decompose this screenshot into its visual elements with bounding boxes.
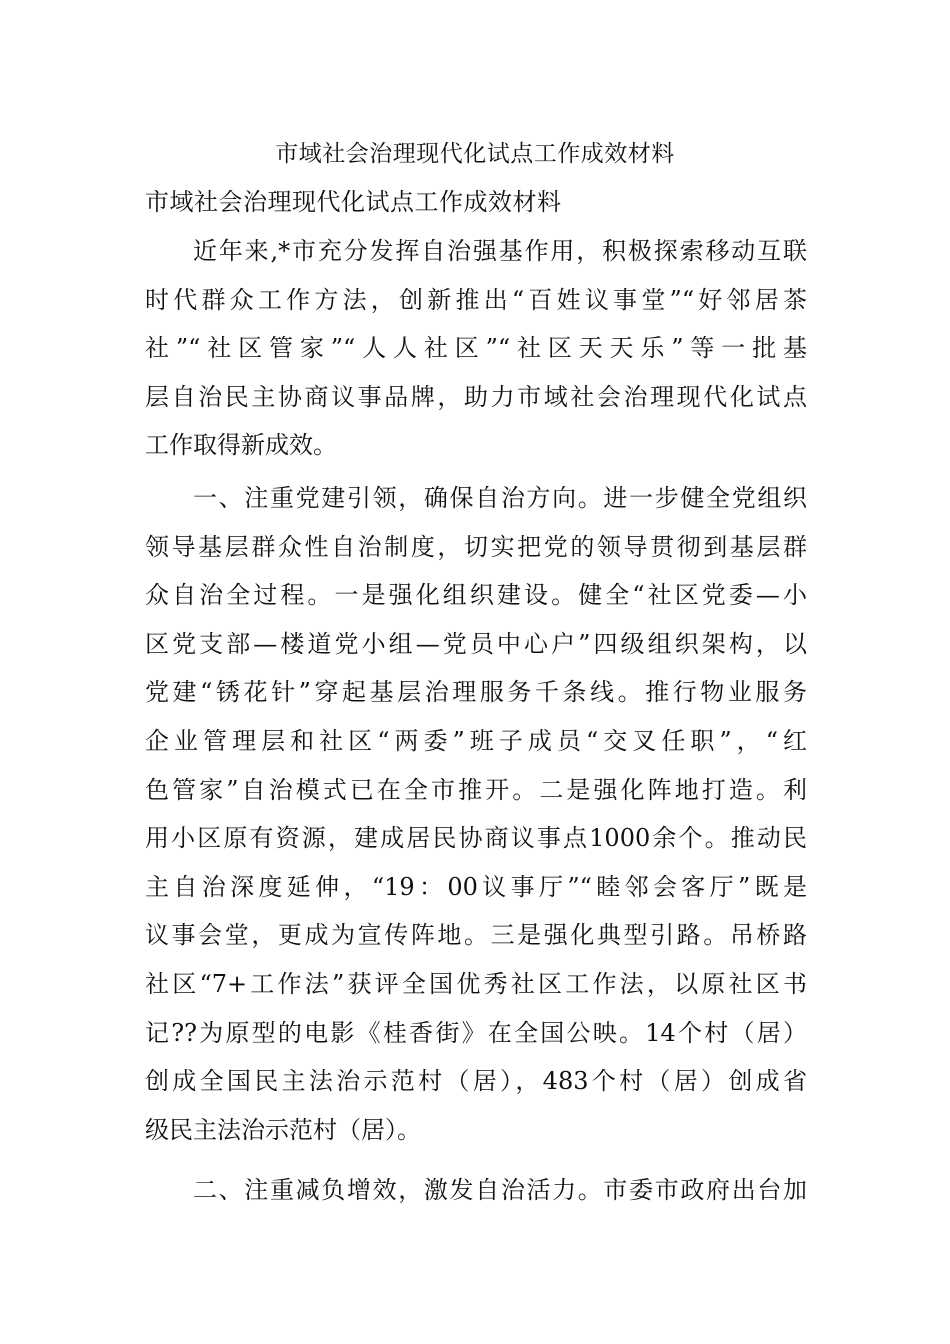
paragraph-line: 社区“7+工作法”获评全国优秀社区工作法，以原社区书 (145, 969, 807, 998)
document-subtitle: 市域社会治理现代化试点工作成效材料 (145, 188, 562, 216)
paragraph-line: 用小区原有资源，建成居民协商议事点1000余个。推动民 (145, 824, 807, 853)
paragraph-line: 二、注重减负增效，激发自治活力。市委市政府出台加 (193, 1176, 807, 1204)
paragraph-line: 区党支部—楼道党小组—党员中心户”四级组织架构，以 (145, 629, 807, 658)
paragraph-line: 工作取得新成效。 (145, 431, 337, 460)
paragraph-line: 一、注重党建引领，确保自治方向。进一步健全党组织 (193, 484, 807, 512)
paragraph-line: 企业管理层和社区“两委”班子成员“交叉任职”，“红 (145, 726, 807, 755)
paragraph-line: 创成全国民主法治示范村（居），483个村（居）创成省 (145, 1067, 807, 1096)
paragraph-line: 党建“锈花针”穿起基层治理服务千条线。推行物业服务 (145, 678, 807, 707)
paragraph-line: 众自治全过程。一是强化组织建设。健全“社区党委—小 (145, 581, 807, 610)
paragraph-intro (145, 227, 807, 470)
document-title: 市域社会治理现代化试点工作成效材料 (275, 141, 675, 167)
paragraph-line: 近年来,*市充分发挥自治强基作用，积极探索移动互联 (193, 237, 807, 265)
paragraph-line: 议事会堂，更成为宣传阵地。三是强化典型引路。吊桥路 (145, 921, 807, 950)
paragraph-line: 时代群众工作方法，创新推出“百姓议事堂”“好邻居茶 (145, 285, 807, 314)
paragraph-line: 级民主法治示范村（居）。 (145, 1115, 421, 1144)
paragraph-line: 层自治民主协商议事品牌，助力市域社会治理现代化试点 (145, 382, 807, 411)
paragraph-line: 色管家”自治模式已在全市推开。二是强化阵地打造。利 (145, 775, 807, 804)
paragraph-line: 领导基层群众性自治制度，切实把党的领导贯彻到基层群 (145, 532, 807, 561)
paragraph-line: 主自治深度延伸，“19：00议事厅”“睦邻会客厅”既是 (145, 872, 807, 901)
paragraph-section-one (145, 474, 807, 1154)
paragraph-section-two (145, 1166, 807, 1215)
paragraph-line: 社”“社区管家”“人人社区”“社区天天乐”等一批基 (145, 334, 807, 363)
paragraph-line: 记??为原型的电影《桂香街》在全国公映。14个村（居） (145, 1018, 807, 1047)
